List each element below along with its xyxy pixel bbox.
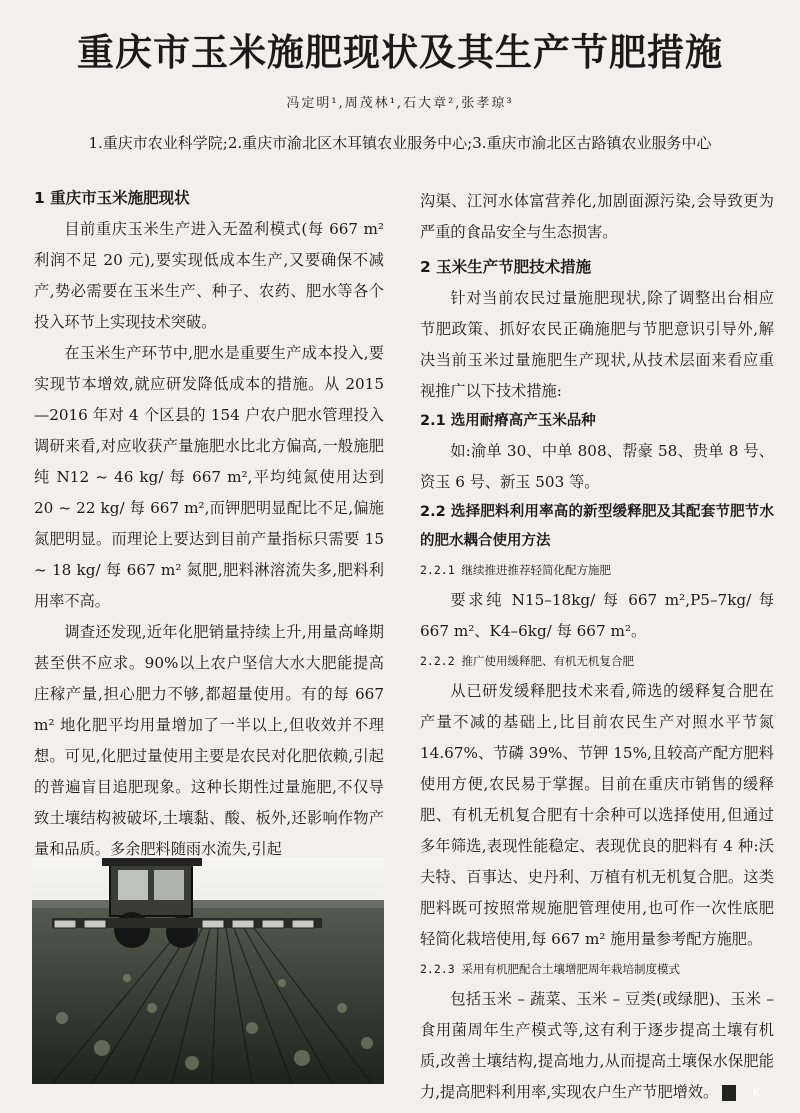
affiliations: 1.重庆市农业科学院;2.重庆市渝北区木耳镇农业服务中心;3.重庆市渝北区古路镇农业服务中心: [88, 134, 712, 152]
section-1-paragraph-1: 目前重庆玉米生产进入无盈利模式(每 667 m² 利润不足 20 元),要实现低成本生产,又要确保不减产,势必需要在玉米生产、种子、农药、肥水等各个投入环节上实现技术突破。: [34, 220, 384, 331]
section-2-1-text: 如:渝单 30、中单 808、帮豪 58、贵单 8 号、资玉 6 号、新玉 503 等。: [420, 442, 774, 491]
section-2-2-1-text: 要求纯 N15–18kg/ 每 667 m²,P5–7kg/ 每 667 m²、K4–6kg/ 每 667 m²。: [420, 591, 774, 640]
section-2-intro: 针对当前农民过量施肥现状,除了调整出台相应节肥政策、抓好农民正确施肥与节肥意识引导外,解决当前玉米过量施肥生产现状,从技术层面来看应重视推广以下技术措施:: [420, 289, 774, 400]
section-1-heading: 1 重庆市玉米施肥现状: [34, 189, 190, 207]
tractor-field-photo: [32, 858, 384, 1084]
section-2-2-3-heading: 2.2.3 采用有机肥配合土壤增肥周年栽培制度模式: [420, 962, 681, 976]
section-2-heading: 2 玉米生产节肥技术措施: [420, 258, 592, 276]
section-2-2-3-text: [420, 984, 774, 1108]
section-2-2-2-text: 从已研发缓释肥技术来看,筛选的缓释复合肥在产量不减的基础上,比目前农民生产对照水平节氮 14.67%、节磷 39%、节钾 15%,且较高产配方肥料使用方便,农民易于掌握。目前在重庆市销售的缓释肥、有机无机复合肥有十余种可以选择使用,但通过多年筛选,表现性能稳定、表现优良的肥料有 4 种:沃夫特、百事达、史丹利、万植有机无机复合肥。这类肥料既可按照常规施肥管理使用,也可作一次性底肥轻简化栽培使用,每 667 m² 施用量参考配方施肥。: [420, 682, 774, 948]
end-of-article-icon: K: [722, 1085, 736, 1101]
section-2-2-2-heading: 2.2.2 推广使用缓释肥、有机无机复合肥: [420, 654, 635, 668]
section-2-1-heading: 2.1 选用耐瘠高产玉米品种: [420, 413, 596, 429]
section-2-2-3-body: 包括玉米 – 蔬菜、玉米 – 豆类(或绿肥)、玉米 – 食用菌周年生产模式等,这有利于逐步提高土壤有机质,改善土壤结构,提高地力,从而提高土壤保水保肥能力,提高肥料利用率,实现农户生产节肥增效。: [420, 990, 774, 1101]
section-1-paragraph-3-continued: 沟渠、江河水体富营养化,加剧面源污染,会导致更为严重的食品安全与生态损害。: [420, 192, 774, 241]
section-1-paragraph-2: 在玉米生产环节中,肥水是重要生产成本投入,要实现节本增效,就应研发降低成本的措施。从 2015—2016 年对 4 个区县的 154 户农户肥水管理投入调研来看,对应收获产量施肥水比北方偏高,一般施肥纯 N12 ~ 46 kg/ 每 667 m²,平均纯氮使用达到 20 ~ 22 kg/ 每 667 m²,而钾肥明显配比不足,偏施氮肥明显。而理论上要达到目前产量指标只需要 15 ~ 18 kg/ 每 667 m² 氮肥,肥料淋溶流失多,肥料利用率不高。: [34, 344, 384, 610]
article-title: 重庆市玉米施肥现状及其生产节肥措施: [77, 31, 723, 74]
section-2-2-heading: 2.2 选择肥料利用率高的新型缓释肥及其配套节肥节水的肥水耦合使用方法: [420, 504, 774, 549]
right-column: [420, 186, 774, 1108]
author-list: 冯定明¹,周茂林¹,石大章²,张孝琼³: [286, 96, 514, 111]
section-1-paragraph-3: 调查还发现,近年化肥销量持续上升,用量高峰期甚至供不应求。90%以上农户坚信大水大肥能提高庄稼产量,担心肥力不够,都超量使用。有的每 667 m² 地化肥平均用量增加了一半以上,但收效并不理想。可见,化肥过量使用主要是农民对化肥依赖,引起的普遍盲目追肥现象。这种长期性过量施肥,不仅导致土壤结构被破坏,土壤黏、酸、板外,还影响作物产量和品质。多余肥料随雨水流失,引起: [34, 623, 384, 858]
section-2-2-1-heading: 2.2.1 继续推进推荐轻简化配方施肥: [420, 563, 612, 577]
left-column: [34, 183, 384, 865]
